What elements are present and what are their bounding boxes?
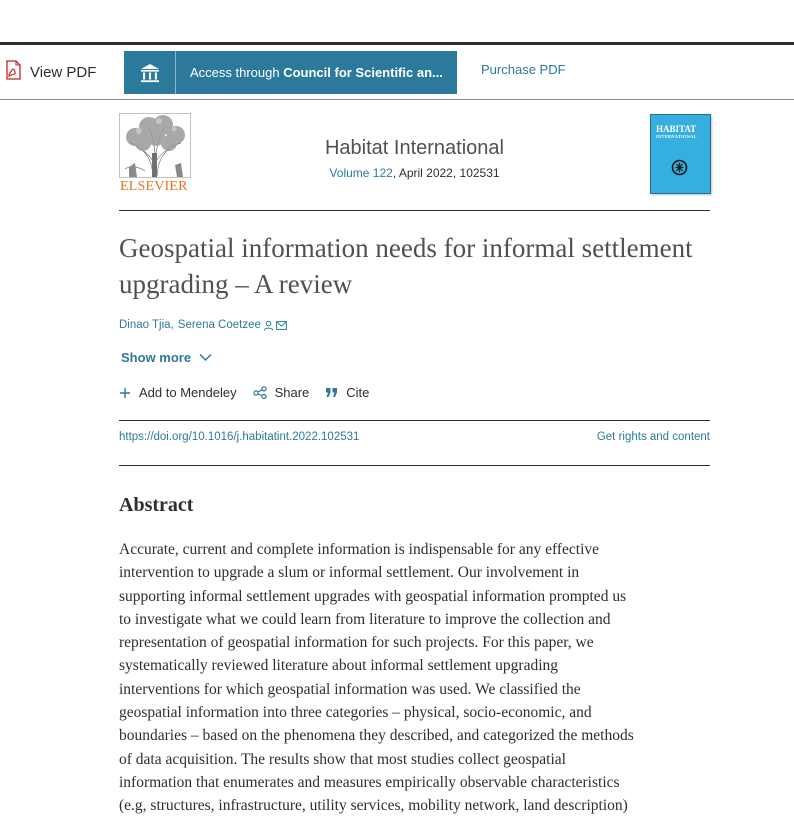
add-to-mendeley-button[interactable] <box>119 385 237 400</box>
plus-icon <box>119 387 131 399</box>
institutional-access-button[interactable] <box>124 51 457 94</box>
volume-link[interactable]: Volume 122 <box>329 166 393 180</box>
institution-icon <box>124 51 176 94</box>
show-more-button[interactable] <box>121 350 212 365</box>
doi-row <box>119 420 710 466</box>
person-icon[interactable] <box>263 320 274 331</box>
author-list <box>119 319 287 331</box>
journal-cover-image[interactable] <box>650 114 711 194</box>
email-icon[interactable] <box>276 321 287 330</box>
cite-label: Cite <box>346 385 370 400</box>
view-pdf-label: View PDF <box>30 63 97 81</box>
cover-title-main: HABITAT <box>656 124 697 134</box>
issue-date: , April 2022, 102531 <box>392 166 500 180</box>
abstract-line: intervention to upgrade a slum or informal settlement. Our involvement in <box>119 564 580 582</box>
abstract-line: Accurate, current and complete information is indispensable for any effective <box>119 541 600 558</box>
share-button[interactable] <box>253 385 310 400</box>
abstract-line: information that enumerates and measures empirically observable characteristics <box>119 773 620 791</box>
author-name[interactable]: Serena Coetzee <box>177 319 261 331</box>
purchase-pdf-link[interactable]: Purchase PDF <box>481 62 566 77</box>
view-pdf-button[interactable] <box>4 61 96 83</box>
doi-link[interactable]: https://doi.org/10.1016/j.habitatint.2022.102531 <box>119 431 360 443</box>
journal-title[interactable]: Habitat International <box>324 137 504 159</box>
abstract-line: to investigate what we could learn from literature to improve the collection and <box>119 610 611 628</box>
journal-header <box>119 113 710 211</box>
quote-icon <box>325 387 338 398</box>
abstract-line: boundaries – based on the phenomena they described, and categorized the methods <box>119 727 634 745</box>
access-institution: Council for Scientific an... <box>283 65 443 80</box>
abstract-line: (e.g, structures, infrastructure, utility services, mobility network, land description) <box>119 797 628 815</box>
cover-emblem-icon <box>671 159 688 176</box>
abstract-line: supporting informal settlement upgrades with geospatial information prompted us <box>119 587 627 605</box>
author-name[interactable]: Dinao Tjia <box>119 319 171 331</box>
cite-button[interactable] <box>325 385 369 400</box>
article-actions <box>119 385 385 400</box>
show-more-label: Show more <box>121 350 192 365</box>
chevron-down-icon <box>199 353 212 362</box>
abstract-line: geospatial information into three categories – physical, socio-economic, and <box>119 704 592 722</box>
article-title: Geospatial information needs for informal settlement upgrading – A review <box>119 233 693 299</box>
abstract-line: interventions for which geospatial information was used. We classified the <box>119 680 581 698</box>
access-prefix: Access through <box>190 65 284 80</box>
pdf-toolbar <box>0 45 794 100</box>
share-label: Share <box>274 385 310 400</box>
cover-title-sub: INTERNATIONAL <box>656 134 697 139</box>
abstract-line: systematically reviewed literature about informal settlement upgrading <box>119 657 559 675</box>
abstract-body <box>119 538 719 818</box>
abstract-heading: Abstract <box>119 494 194 516</box>
author-separator: , <box>170 319 174 331</box>
share-icon <box>253 386 267 399</box>
abstract-line: representation of geospatial information for such projects. For this paper, we <box>119 634 594 652</box>
mendeley-label: Add to Mendeley <box>139 385 237 400</box>
journal-issue-info <box>119 166 710 180</box>
abstract-line: of data acquisition. The results show that most studies collect geospatial <box>119 750 566 768</box>
pdf-icon <box>4 60 22 85</box>
cover-title <box>656 125 697 140</box>
elsevier-wordmark: ELSEVIER <box>120 179 188 194</box>
rights-link[interactable]: Get rights and content <box>596 431 710 443</box>
